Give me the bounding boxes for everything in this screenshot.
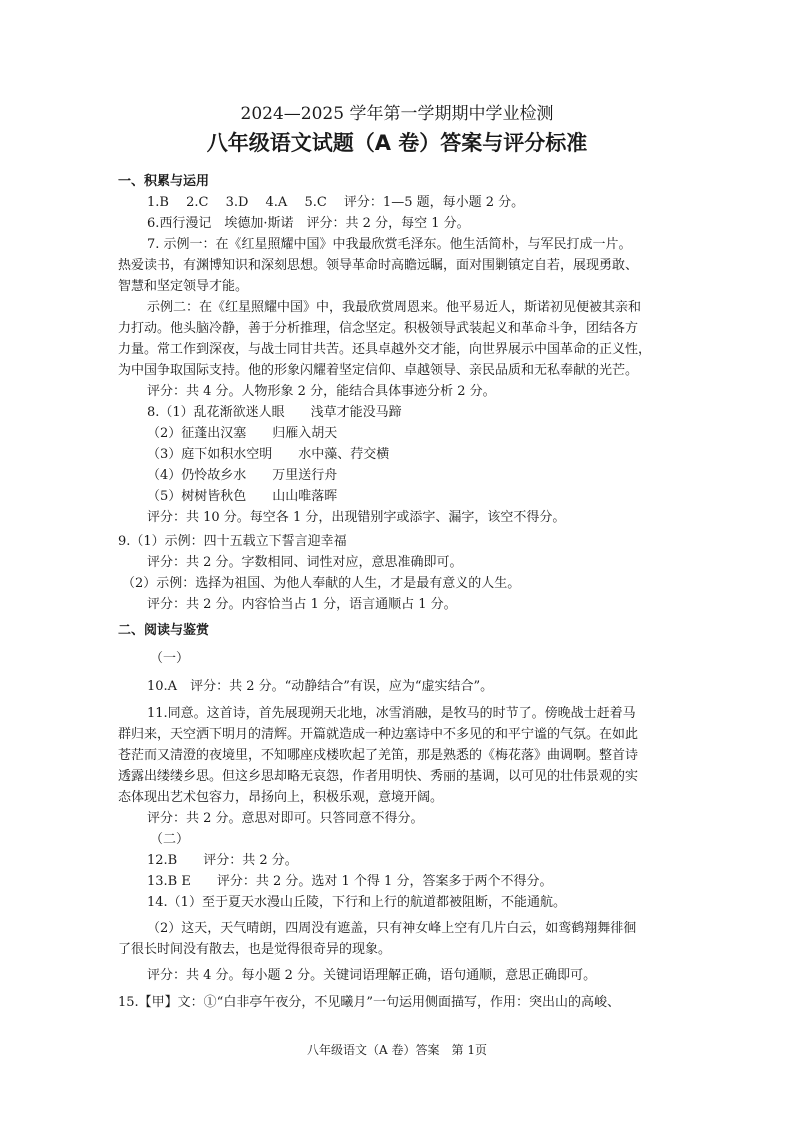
scoring-line: 评分：共 2 分。内容恰当占 1 分，语言通顺占 1 分。 xyxy=(147,597,457,612)
answer-line: 14.（1）至于夏天水漫山丘陵，下行和上行的航道都被阻断，不能通航。 xyxy=(147,895,566,910)
scoring-line: 评分：共 10 分。每空各 1 分，出现错别字或添字、漏字，该空不得分。 xyxy=(147,510,566,525)
answer-line: 力打动。他头脑冷静，善于分析推理，信念坚定。积极领导武装起义和革命斗争，团结各方 xyxy=(118,321,639,336)
section-heading-reading: 二、阅读与鉴赏 xyxy=(118,623,210,638)
scoring-line: 评分：共 2 分。字数相同、词性对应，意思准确即可。 xyxy=(147,555,463,570)
answer-line: 15.【甲】文：①“白非亭午夜分，不见曦月”一句运用侧面描写，作用：突出山的高峻、 xyxy=(118,995,620,1010)
answer-line: 8.（1）乱花渐欲迷人眼 浅草才能没马蹄 xyxy=(147,405,402,420)
answer-line: 透露出缕缕乡思。但这乡思却略无哀怨，作者用明快、秀丽的基调，以可见的壮伟景观的实 xyxy=(118,769,639,784)
answer-line: （3）庭下如积水空明 水中藻、荇交横 xyxy=(147,447,390,462)
answer-line: （5）树树皆秋色 山山唯落晖 xyxy=(147,489,338,504)
answer-line: 智慧和坚定领导才能。 xyxy=(118,279,249,294)
answer-line: 力量。常工作到深夜，与战士同甘共苦。还具卓越外交才能，向世界展示中国革命的正义性， xyxy=(118,342,652,357)
answer-line: （4）仍怜故乡水 万里送行舟 xyxy=(147,468,338,483)
scoring-line: 评分：共 4 分。每小题 2 分。关键词语理解正确，语句通顺，意思正确即可。 xyxy=(147,968,597,983)
answer-line: 10.A 评分：共 2 分。“动静结合”有误，应为“虚实结合”。 xyxy=(147,679,494,694)
answer-line: 12.B 评分：共 2 分。 xyxy=(147,853,298,868)
scoring-line: 评分：共 4 分。人物形象 2 分，能结合具体事迹分析 2 分。 xyxy=(147,384,496,399)
answer-line: 11.同意。这首诗，首先展现朔天北地，冰雪消融，是牧马的时节了。傍晚战士赶着马 xyxy=(147,706,636,721)
subsection-label: （二） xyxy=(150,832,190,847)
answer-line: 9.（1）示例：四十五载立下誓言迎幸福 xyxy=(118,534,347,549)
answer-line: 苍茫而又清澄的夜境里，不知哪座戍楼吹起了羌笛，那是熟悉的《梅花落》曲调啊。整首诗 xyxy=(118,748,639,763)
answer-line: 1.B 2.C 3.D 4.A 5.C 评分：1—5 题，每小题 2 分。 xyxy=(147,195,525,210)
answer-line: 热爱读书，有渊博知识和深刻思想。领导革命时高瞻远瞩，面对围剿镇定自若，展现勇敢、 xyxy=(118,258,639,273)
answer-line: 示例二：在《红星照耀中国》中，我最欣赏周恩来。他平易近人，斯诺初见便被其亲和 xyxy=(147,300,642,315)
answer-line: 群归来，天空洒下明月的清辉。开篇就造成一种边塞诗中不多见的和平宁谧的气氛。在如此 xyxy=(118,727,639,742)
answer-line: 13.B E 评分：共 2 分。选对 1 个得 1 分，答案多于两个不得分。 xyxy=(147,874,553,889)
answer-line: 6.西行漫记 埃德加·斯诺 评分：共 2 分，每空 1 分。 xyxy=(147,216,470,231)
answer-line: （2）示例：选择为祖国、为他人奉献的人生，才是最有意义的人生。 xyxy=(122,576,521,591)
answer-key-title: 八年级语文试题（A 卷）答案与评分标准 xyxy=(206,131,588,155)
answer-line: 了很长时间没有散去，也是觉得很奇异的现象。 xyxy=(118,942,392,957)
answer-line: 态体现出艺术包容力，昂扬向上，积极乐观，意境开阔。 xyxy=(118,790,444,805)
exam-title: 2024—2025 学年第一学期期中学业检测 xyxy=(240,104,554,124)
subsection-label: （一） xyxy=(150,651,190,666)
scoring-line: 评分：共 2 分。意思对即可。只答同意不得分。 xyxy=(147,811,424,826)
answer-line: 为中国争取国际支持。他的形象闪耀着坚定信仰、卓越领导、亲民品质和无私奉献的光芒。 xyxy=(118,363,639,378)
section-heading-accumulation: 一、积累与运用 xyxy=(118,174,210,189)
answer-line: （2）这天，天气晴朗，四周没有遮盖，只有神女峰上空有几片白云，如鸾鹤翔舞徘徊 xyxy=(147,921,637,936)
page-footer: 八年级语文（A 卷）答案 第 1页 xyxy=(307,1043,487,1057)
answer-line: 7. 示例一：在《红星照耀中国》中我最欣赏毛泽东。他生活简朴，与军民打成一片。 xyxy=(147,237,632,252)
answer-line: （2）征蓬出汉塞 归雁入胡天 xyxy=(147,426,338,441)
